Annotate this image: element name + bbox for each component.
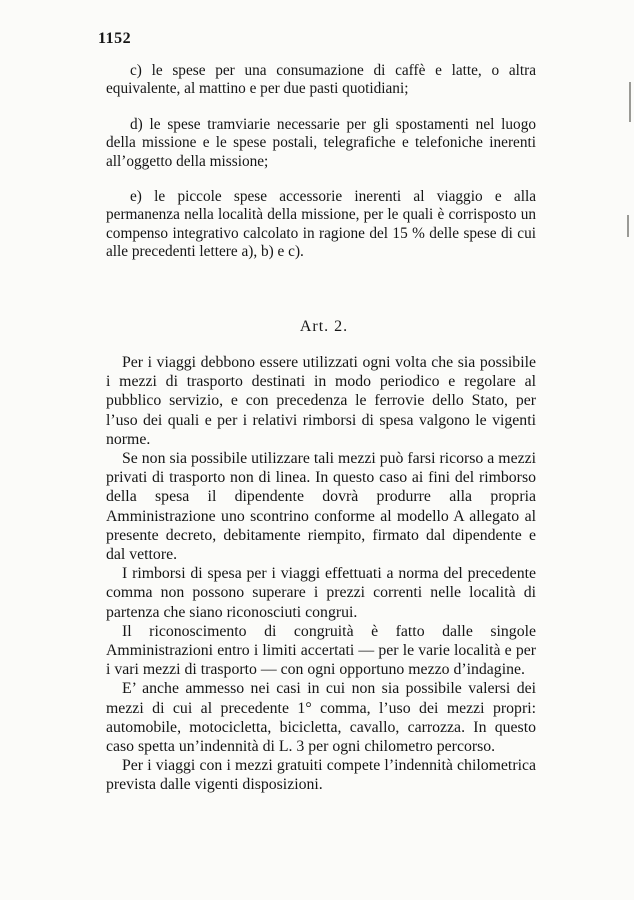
list-item-e: e) le piccole spese accessorie inerenti al viaggio e alla permanenza nella località della missione, per le quali è corrisposto un compenso integrativo calcolato in ragione del 15 % delle spese di cui alle precedenti lettere a), b) e c). xyxy=(106,188,536,261)
article-paragraph-3: I rimborsi di spesa per i viaggi effettuati a norma del precedente comma non possono superare i prezzi correnti nelle località di partenza che siano riconosciuti congrui. xyxy=(106,565,536,621)
article-paragraph-2: Se non sia possibile utilizzare tali mezzi può farsi ricorso a mezzi privati di trasporto non di linea. In questo caso ai fini del rimborso della spesa il dipendente dovrà produrre alla propria Amministrazione uno scontrino conforme al modello A allegato al presente decreto, debitamente riempito, firmato dal dipendente e dal vettore. xyxy=(106,450,536,564)
page-edge-mark xyxy=(627,215,629,237)
page-edge-mark xyxy=(629,82,631,122)
article-heading: Art. 2. xyxy=(299,318,349,335)
article-body xyxy=(106,353,536,795)
list-item-d: d) le spese tramviarie necessarie per gli spostamenti nel luogo della missione e le spese postali, telegrafiche e telefoniche inerenti all’oggetto della missione; xyxy=(106,115,536,170)
page-number: 1152 xyxy=(98,30,132,47)
expense-list xyxy=(106,62,536,262)
article-paragraph-6: Per i viaggi con i mezzi gratuiti compete l’indennità chilometrica prevista dalle vigenti disposizioni. xyxy=(106,757,536,794)
article-paragraph-5: E’ anche ammesso nei casi in cui non sia possibile valersi dei mezzi di cui al precedente 1° comma, l’uso dei mezzi propri: automobile, motocicletta, bicicletta, cavallo, carrozza. In questo caso spetta un’indennità di L. 3 per ogni chilometro percorso. xyxy=(106,680,536,756)
article-paragraph-1: Per i viaggi debbono essere utilizzati ogni volta che sia possibile i mezzi di trasporto destinati in modo periodico e regolare al pubblico servizio, e con precedenza le ferrovie dello Stato, per l’uso dei quali e per i relativi rimborsi di spesa valgono le vigenti norme. xyxy=(106,354,536,448)
list-item-c: c) le spese per una consumazione di caffè e latte, o altra equivalente, al mattino e per due pasti quotidiani; xyxy=(106,62,536,98)
article-paragraph-4: Il riconoscimento di congruità è fatto dalle singole Amministrazioni entro i limiti accertati — per le varie località e per i vari mezzi di trasporto — con ogni opportuno mezzo d’indagine. xyxy=(106,622,536,679)
